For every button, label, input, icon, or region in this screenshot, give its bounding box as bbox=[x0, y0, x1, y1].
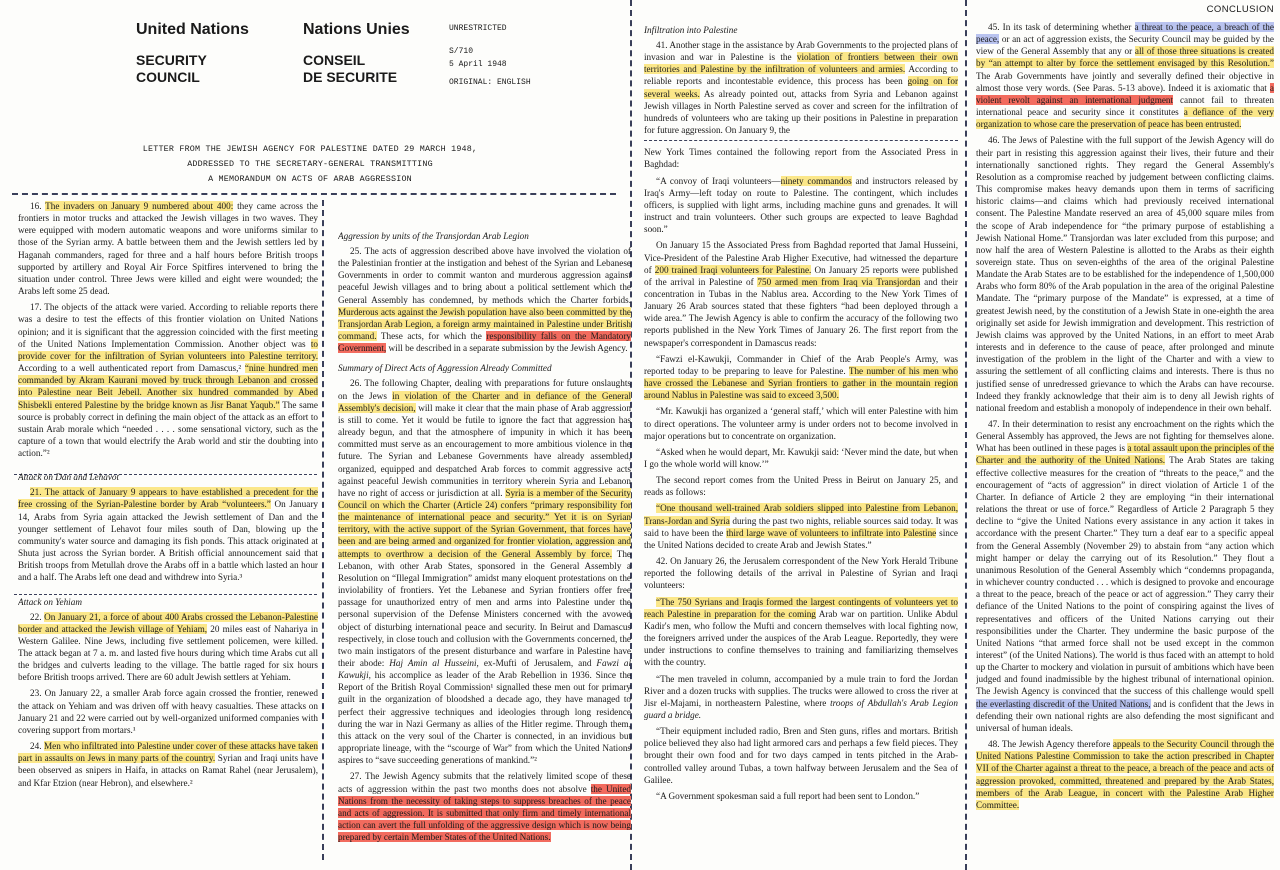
paragraph-41: 41. Another stage in the assistance by Arab Governments to the projected plans of invasion and war in Palestine is the violation of frontiers between their own territories and Palestine by the infiltration of volunteers and armies. According to reliable reports and incontestable evidence, this process has been going on for several weeks. As already pointed out, attacks from Syria and Lebanon against Jewish villages in North Palestine served as cover and screen for the infiltration of hundreds of volunteers who are taking up their positions in Palestine in preparation for future aggression. On January 9, the bbox=[644, 40, 958, 136]
header-divider bbox=[12, 193, 616, 195]
highlight-blue: the everlasting discredit of the United Nations, bbox=[976, 698, 1151, 709]
paragraph-24: 24. Men who infiltrated into Palestine under cover of these attacks have taken part in assaults on Jews in many parts of the country. Syrian and Iraqi units have been observed as snipers in Haifa, in attacks on Ramat Rahel (near Jerusalem), and Kfar Etzion (near Hebron), and elsewhere.² bbox=[18, 741, 318, 788]
nyt-intro: New York Times contained the following report from the Associated Press in Baghdad: bbox=[644, 147, 958, 170]
highlight: all of those three situations is created by “an attempt to alter by force the settlement envisaged by this Resolution.” bbox=[976, 46, 1274, 69]
original-language: ORIGINAL: ENGLISH bbox=[449, 78, 531, 87]
document-meta bbox=[449, 22, 531, 89]
highlight: “The 750 Syrians and Iraqis formed the largest contingents of volunteers yet to reach Palestine in preparation for the coming bbox=[644, 596, 958, 619]
column-divider-3 bbox=[965, 0, 967, 870]
section-divider-nyt bbox=[644, 140, 958, 141]
quote-baghdad: “A convoy of Iraqi volunteers—ninety commandos and instructors released by Iraq's Army—left today on route to Palestine. The contingent, which includes officers, is supplied with light arms, including machine guns and grenades. It will instruct and train volunteers. Other such groups are expected to leave Baghdad soon.” bbox=[644, 175, 958, 235]
highlight: The invaders on January 9 numbered about 400: bbox=[45, 201, 234, 211]
letter-title-3: A MEMORANDUM ON ACTS OF ARAB AGGRESSION bbox=[208, 174, 412, 184]
paragraph-second-report: The second report comes from the United Press in Beirut on January 25, and reads as follows: bbox=[644, 475, 958, 498]
highlight: On January 21, a force of about 400 Arabs crossed the Lebanon-Palestine border and attacked the Jewish village of Yehiam, bbox=[18, 611, 318, 634]
paragraph-47: 47. In their determination to resist any encroachment on the rights which the General Assembly has approved, the Jews are not fighting for themselves alone. What has been outlined in these pages is a total assault upon the principles of the Charter and the authority of the United Nations. The Arab States are taking effective collective measures for the creation of “threats to the peace,” and the encouragement of “acts of aggression” in direct violation of Article 1 of the Charter. In defiance of Article 2 they are employing “in their international relations the threat or use of force.” Regardless of Article 2 Paragraph 5 they decline to “give the United Nations every assistance in any action it takes in accordance with the present Charter.” They turn a deaf ear to a specific appeal from the General Assembly (November 29) to abstain from “any action which might hamper or delay the carrying out of its Resolution.” They flout a unanimous Resolution of the General Assembly which “condemns propaganda, in whichever country conducted . . . which is designed to provoke and encourage a threat to the peace, breach of the peace or act of aggression.” They carry their defiance of the United Nations to the point of conspiring against the lives of representatives and officers of the United Nations carrying out their responsibilities under the Charter. They undermine the basic purpose of the United Nations “that armed force shall not be used except in the common interest” (of the United Nations). The world is thus faced with an attempt to hold up the Charter to mockery and violation in pursuit of ambitions which have been judged and found inadmissible by the highest tribunal of international opinion. The Jewish Agency is convinced that the success of this challenge would spell the everlasting discredit of the United Nations, and is confident that the Jews in defending their own national rights are also defending the most significant and universal of human ideals. bbox=[976, 419, 1274, 733]
column-2 bbox=[338, 230, 631, 865]
paragraph-42: 42. On January 26, the Jerusalem correspondent of the New York Herald Tribune reported the following details of the arrival in Palestine of Syrian and Iraqi volunteers: bbox=[644, 556, 958, 591]
highlight: ninety commandos bbox=[780, 175, 852, 186]
highlight: a total assault upon the principles of the Charter and the authority of the United Nations. bbox=[976, 443, 1274, 466]
highlight: Syria is a member of the Security Council on which the Charter (Article 24) confers “primary responsibility for the maintenance of international peace and security.” Yet it is on Syrian territory, with the active support of the Syrian Government, that forces have been and are being armed and organized for frontier violation, aggression and attempts to overthrow a decision of the General Assembly by force. bbox=[338, 487, 631, 559]
section-heading-legion: Aggression by units of the Transjordan Arab Legion bbox=[338, 231, 529, 241]
quote-spokesman: “A Government spokesman said a full report had been sent to London.” bbox=[656, 790, 920, 801]
highlight: going on for several weeks. bbox=[644, 76, 958, 99]
paragraph-17: 17. The objects of the attack were varied. According to reliable reports there was a desire to test the effects of this frontier violation on United Nations opinion; and it is significant that the aggression coincided with the first meeting of the United Nations Implementation Commission. Another object was to provide cover for the infiltration of Syrian volunteers into Palestine territory. According to a well authenticated report from Damascus,² “nine hundred men commanded by Akram Kaurani moved by truck through Lebanon and crossed into Palestine near Beit Jebeil. Another six hundred commanded by Abed Shisbekli entered Palestine by the bridge known as Jisr Banat Yaqub.” The same source is probably correct in defining the main object of the attack as an effort to sustain Arab morale which “needed . . . . some sensational victory, such as the capture of a town that would electrify the Arab world and stir the doubting into action.”² bbox=[18, 302, 318, 459]
highlight: “One thousand well-trained Arab soldiers slipped into Palestine from Lebanon, Trans-Jordan and Syria bbox=[644, 503, 958, 526]
quote-column: “The men traveled in column, accompanied by a mule train to ford the Jordan River and a dozen trucks with supplies. The trucks were allowed to cross the river at Jisr el-Majami, in northeastern Palestine, where troops of Abdullah's Arab Legion guard a bridge. bbox=[644, 673, 958, 720]
highlight: third large wave of volunteers to infiltrate into Palestine bbox=[726, 527, 937, 538]
paragraph-26: 26. The following Chapter, dealing with preparations for future onslaughts on the Jews in violation of the Charter and in defiance of the General Assembly's decision, will make it clear that the main phase of Arab aggression is still to come. Yet it would be futile to ignore the fact that aggression has already begun, and that the atmosphere of impunity in which it has been committed must serve as an encouragement to more ambitious violence in the future. The Syrian and Lebanese Governments have already assembled, organized, equipped and despatched Arab forces to commit aggressive acts against peaceful Jewish communities in territory wherein Syria and Lebanon have no right of access or jurisdiction at all. Syria is a member of the Security Council on which the Charter (Article 24) confers “primary responsibility for the maintenance of international peace and security.” Yet it is on Syrian territory, with the active support of the Syrian Government, that forces have been and are being armed and organized for frontier violation, aggression and attempts to overthrow a decision of the General Assembly by force. The Lebanon, with other Arab States, sponsored in the General Assembly a Resolution on “Illegal Immigration” amidst many eloquent protestations on the inviolability of frontiers. Yet the Lebanese and Syrian frontiers offer free passage for unauthorized entry of men and arms into Palestine under the personal supervision of the Defense Ministers concerned with the avowed object of disturbing international peace and security. In Beirut and Damascus respectively, in close touch and collusion with the Governments concerned, the two main instigators of the present disturbance and warfare in Palestine have their abode: Haj Amin al Husseini, ex-Mufti of Jerusalem, and Fawzi al Kawukji, his accomplice as leader of the Arab Rebellion in 1936. Since the Report of the British Royal Commission¹ signalled these men out for primary guilt in the organization of bloodshed a decade ago, they have managed to perfect their aggressive techniques and ideologies through long residence during the war in Nazi Germany as allies of the Hitler regime. Through them, this attack on the very soul of the Charter is connected, in an invidious but appropriate lineage, with the “scourge of War” from which the United Nations aspires to “save succeeding generations of mankind.”² bbox=[338, 378, 631, 766]
highlight: 200 trained Iraqi volunteers for Palestine. bbox=[654, 264, 812, 275]
conclusion-heading: CONCLUSION bbox=[1206, 4, 1274, 15]
column-3 bbox=[644, 24, 958, 866]
classification: UNRESTRICTED bbox=[449, 24, 507, 33]
highlight: to provide cover for the infiltration of Syrian volunteers into Palestine territory. bbox=[18, 338, 318, 361]
paragraph-45: 45. In its task of determining whether a threat to the peace, a breach of the peace, or an act of aggression exists, the Security Council may be guided by the view of the General Assembly that any or all of those three situations is created by “an attempt to alter by force the settlement envisaged by this Resolution.” The Arab Governments have jointly and severally defined their objective in almost those very words. (See Paras. 5-13 above). Indeed it is axiomatic that a violent revolt against an international judgment cannot fail to threaten international peace and security since it constitutes a defiance of the very organization to whose care the preservation of peace has been entrusted. bbox=[976, 22, 1274, 130]
section-heading-yehiam: Attack on Yehiam bbox=[18, 596, 82, 607]
paragraph-16: 16. The invaders on January 9 numbered about 400: they came across the frontiers in motor trucks and attacked the Jewish villages in two waves. They were equipped with modern automatic weapons and wore uniforms similar to those of the Syrian army. A battle between them and the Jewish settlers led by Haganah commanders, raged for three and a half hours before British troops supported by artillery and Royal Air Force Spitfires intervened to bring the situation under control. Three Jews were killed and eight were wounded; the Arabs left some 25 dead. bbox=[18, 201, 318, 297]
document-symbol: S/710 bbox=[449, 47, 474, 56]
highlight-red: a violent revolt against an international judgment bbox=[976, 82, 1274, 105]
quote-general-staff: “Mr. Kawukji has organized a ‘general staff,’ which will enter Palestine with him to direct operations. The volunteer army is under orders not to become involved in major operations but to concentrate on organization. bbox=[644, 406, 958, 441]
highlight: in violation of the Charter and in defiance of the General Assembly's decision, bbox=[338, 390, 631, 413]
highlight: Murderous acts against the Jewish population have also been committed by the Transjordan Arab Legion, a foreign army maintained in Palestine under British command. bbox=[338, 306, 631, 342]
highlight: Men who infiltrated into Palestine under cover of these attacks have taken part in assaults on Jews in many parts of the country. bbox=[18, 741, 318, 764]
paragraph-22: 22. On January 21, a force of about 400 Arabs crossed the Lebanon-Palestine border and attacked the Jewish village of Yehiam, 20 miles east of Nahariya in Western Galilee. Nine Jews, including five settlement policemen, were killed. The attack began at 7 a. m. and lasted five hours during which time Arabs cut all the bridges and culverts leading to the village. The battle raged for six hours before British troops arrived. There are 60 adult Jewish settlers at Yehiam. bbox=[18, 611, 318, 683]
section-heading-infiltration: Infiltration into Palestine bbox=[644, 25, 738, 35]
council-name-en: SECURITY COUNCIL bbox=[136, 52, 207, 85]
highlight-red: responsibility falls on the Mandatory Government, bbox=[338, 331, 631, 354]
org-name-en: United Nations bbox=[136, 21, 249, 38]
paragraph-23: 23. On January 22, a smaller Arab force again crossed the frontier, renewed the attack on Yehiam and was driven off with heavy casualties. These attacks on January 21 and 22 were carried out by well-organized uniformed companies with covering support from mortars.¹ bbox=[18, 688, 318, 735]
quote-herald-tribune: “The 750 Syrians and Iraqis formed the largest contingents of volunteers yet to reach Palestine in preparation for the coming Arab war on partition. Unlike Abdul Kadir's men, who follow the Mufti and concern themselves with local fighting now, the foreigners arrived under the auspices of the Arab League. Reportedly, they were under instructions to confine themselves to training and familiarizing themselves with the country. bbox=[644, 596, 958, 668]
highlight: violation of frontiers between their own territories and Palestine by the infiltration of volunteers and armies. bbox=[644, 52, 958, 75]
letter-title-1: LETTER FROM THE JEWISH AGENCY FOR PALESTINE DATED 29 MARCH 1948, bbox=[142, 144, 478, 154]
quote-equipment: “Their equipment included radio, Bren and Sten guns, rifles and mortars. British police believed they also had light armored cars and perhaps a few field pieces. They brought their own food and for two days camped in tents pitched in the Arab-controlled valley around Tubas, a town halfway between Jerusalem and the Sea of Galilee. bbox=[644, 726, 958, 785]
highlight: 21. The attack of January 9 appears to have established a precedent for the free crossing of the Syrian-Palestine border by Arab “volunteers.” bbox=[18, 487, 318, 510]
section-heading-summary: Summary of Direct Acts of Aggression Already Committed bbox=[338, 363, 552, 374]
section-heading-dan: Attack on Dan and Lehavot bbox=[18, 472, 120, 483]
highlight: a defiance of the very organization to whose care the preservation of peace has been entrusted. bbox=[976, 107, 1274, 130]
paragraph-21: 21. The attack of January 9 appears to have established a precedent for the free crossing of the Syrian-Palestine border by Arab “volunteers.” On January 14, Arabs from Syria again attacked the Jewish settlement of Dan and the younger settlement of Lehavot four miles south of Dan, blowing up the community's water source and damaging its fish ponds. This attack originated at Shuta just across the Syrian border. A British official announcement said that British troops from Metullah drove the Arabs off in a battle which lasted an hour and a half. The Arabs left one dead and withdrew into Syria.³ bbox=[18, 487, 318, 583]
paragraph-46: 46. The Jews of Palestine with the full support of the Jewish Agency will do their part in resisting this aggression against their lives, their future and their internationally sanctioned rights. They regard the General Assembly's Resolution as a compromise reached by judgement between conflicting claims. This compromise makes heavy demands upon them in terms of sacrificing historic claims—and claims which had previously received international consent. The Palestine Mandate reserved an area of 45,000 square miles from the scope of Arab independence for “the primary purpose of establishing a Jewish National Home.” Transjordan was later excluded from this purpose; and now half the area of Western Palestine is allotted to the Arabs as their eighth sovereign state. Thus on seven-eighths of the area of the original Palestine Mandate the Arab States are to be established for the independence of 1,500,000 Arabs who form 80% of the Arab population in the area of the original Palestine Mandate. The “primary purpose of the Mandate” is expressed, at a time of greatest Jewish need, by the constitution of a Jewish State in one-eighth the area originally set aside for Jewish immigration and development. This restriction of Jewish claims was approved by the United Nations, in an effort to meet Arab interests and in deference to the cause of peace, after prolonged and minute investigation of the problem in the light of the Charter and with a view to assuring the settlement of all conflicting claims and interests. There is thus no justified sense of unredressed grievance to which the Arabs can have recourse. Indeed they frankly acknowledge that their aim is to deny all Jewish rights of national freedom and establish a monopoly of independence in their own behalf. bbox=[976, 135, 1274, 413]
quote-beirut: “One thousand well-trained Arab soldiers slipped into Palestine from Lebanon, Trans-Jordan and Syria during the past two nights, reliable sources said today. It was said to have been the third large wave of volunteers to infiltrate into Palestine since the United Nations decided to create Arab and Jewish States.” bbox=[644, 503, 958, 550]
quote-depart: “Asked when he would depart, Mr. Kawukji said: ‘Never mind the date, but when I go the whole world will know.’” bbox=[644, 446, 958, 469]
paragraph-25: 25. The acts of aggression described above have involved the violation of the Palestinian frontier at the instigation and behest of the Syrian and Lebanese Governments in order to commit wanton and murderous aggression against peaceful Jewish villages and to bring about a political settlement which the General Assembly has condemned, by methods which the Charter forbids. Murderous acts against the Jewish population have also been committed by the Transjordan Arab Legion, a foreign army maintained in Palestine under British command. These acts, for which the responsibility falls on the Mandatory Government, will be described in a separate submission by the Jewish Agency. bbox=[338, 246, 631, 354]
paragraph-27: 27. The Jewish Agency submits that the relatively limited scope of these acts of aggression within the past two months does not absolve the United Nations from the necessity of taking steps to suppress breaches of the peace and acts of aggression. It is submitted that only firm and timely international action can avert the full unfolding of the aggressive design which is now being prepared by certain Member States of the United Nations. bbox=[338, 771, 631, 843]
highlight-red: the United Nations from the necessity of taking steps to suppress breaches of the peace and acts of aggression. It is submitted that only firm and timely international action can avert the full unfolding of the aggressive design which is now being prepared by certain Member States of the United Nations. bbox=[338, 783, 631, 843]
paragraph-jan15: On January 15 the Associated Press from Baghdad reported that Jamal Husseini, Vice-President of the Palestine Arab Higher Executive, had witnessed the departure of 200 trained Iraqi volunteers for Palestine. On January 25 reports were published of the arrival in Palestine of 750 armed men from Iraq via Transjordan and their concentration in Tubas in the Nablus area. According to the New York Times of January 26 Arab sources stated that these fighters “had been deployed through a wide area.” The Jewish Agency is able to confirm the accuracy of the following two reports published in the New York Times of January 26. The first report from the newspaper's correspondent in Damascus reads: bbox=[644, 240, 958, 348]
document-date: 5 April 1948 bbox=[449, 60, 507, 69]
letter-title-2: ADDRESSED TO THE SECRETARY-GENERAL TRANSMITTING bbox=[187, 159, 433, 169]
column-1 bbox=[18, 200, 318, 865]
highlight: “nine hundred men commanded by Akram Kaurani moved by truck through Lebanon and crossed into Palestine near Beit Jebeil. Another six hundred commanded by Abed Shisbekli entered Palestine by the bridge known as Jisr Banat Yaqub.” bbox=[18, 363, 318, 410]
column-divider-1 bbox=[322, 200, 324, 860]
paragraph-48: 48. The Jewish Agency therefore appeals to the Security Council through the United Nations Palestine Commission to take the action prescribed in Chapter VII of the Charter against a threat to the peace, a breach of the peace and acts of aggression provoked, committed, threatened and prepared by the Arab States, members of the Arab League, in concert with the Palestine Arab Higher Committee. bbox=[976, 739, 1274, 810]
highlight: The number of his men who have crossed the Lebanese and Syrian frontiers to gather in the mountain region around Nablus in Palestine was said to exceed 3,500. bbox=[644, 365, 958, 401]
highlight: appeals to the Security Council through the United Nations Palestine Commission to take the action prescribed in Chapter VII of the Charter against a threat to the peace, a breach of the peace and acts of aggression provoked, committed, threatened and prepared by the Arab States, members of the Arab League, in concert with the Palestine Arab Higher Committee. bbox=[976, 739, 1274, 810]
highlight: 750 armed men from Iraq via Transjordan bbox=[757, 276, 921, 287]
council-name-fr: CONSEIL DE SECURITE bbox=[303, 52, 398, 85]
quote-kawukji: “Fawzi el-Kawukji, Commander in Chief of the Arab People's Army, was reported today to be preparing to leave for Palestine. The number of his men who have crossed the Lebanese and Syrian frontiers to gather in the mountain region around Nablus in Palestine was said to exceed 3,500. bbox=[644, 353, 958, 401]
column-4 bbox=[976, 4, 1274, 866]
highlight-blue: a threat to the peace, a breach of the peace, bbox=[976, 22, 1274, 45]
org-name-fr: Nations Unies bbox=[303, 21, 410, 38]
